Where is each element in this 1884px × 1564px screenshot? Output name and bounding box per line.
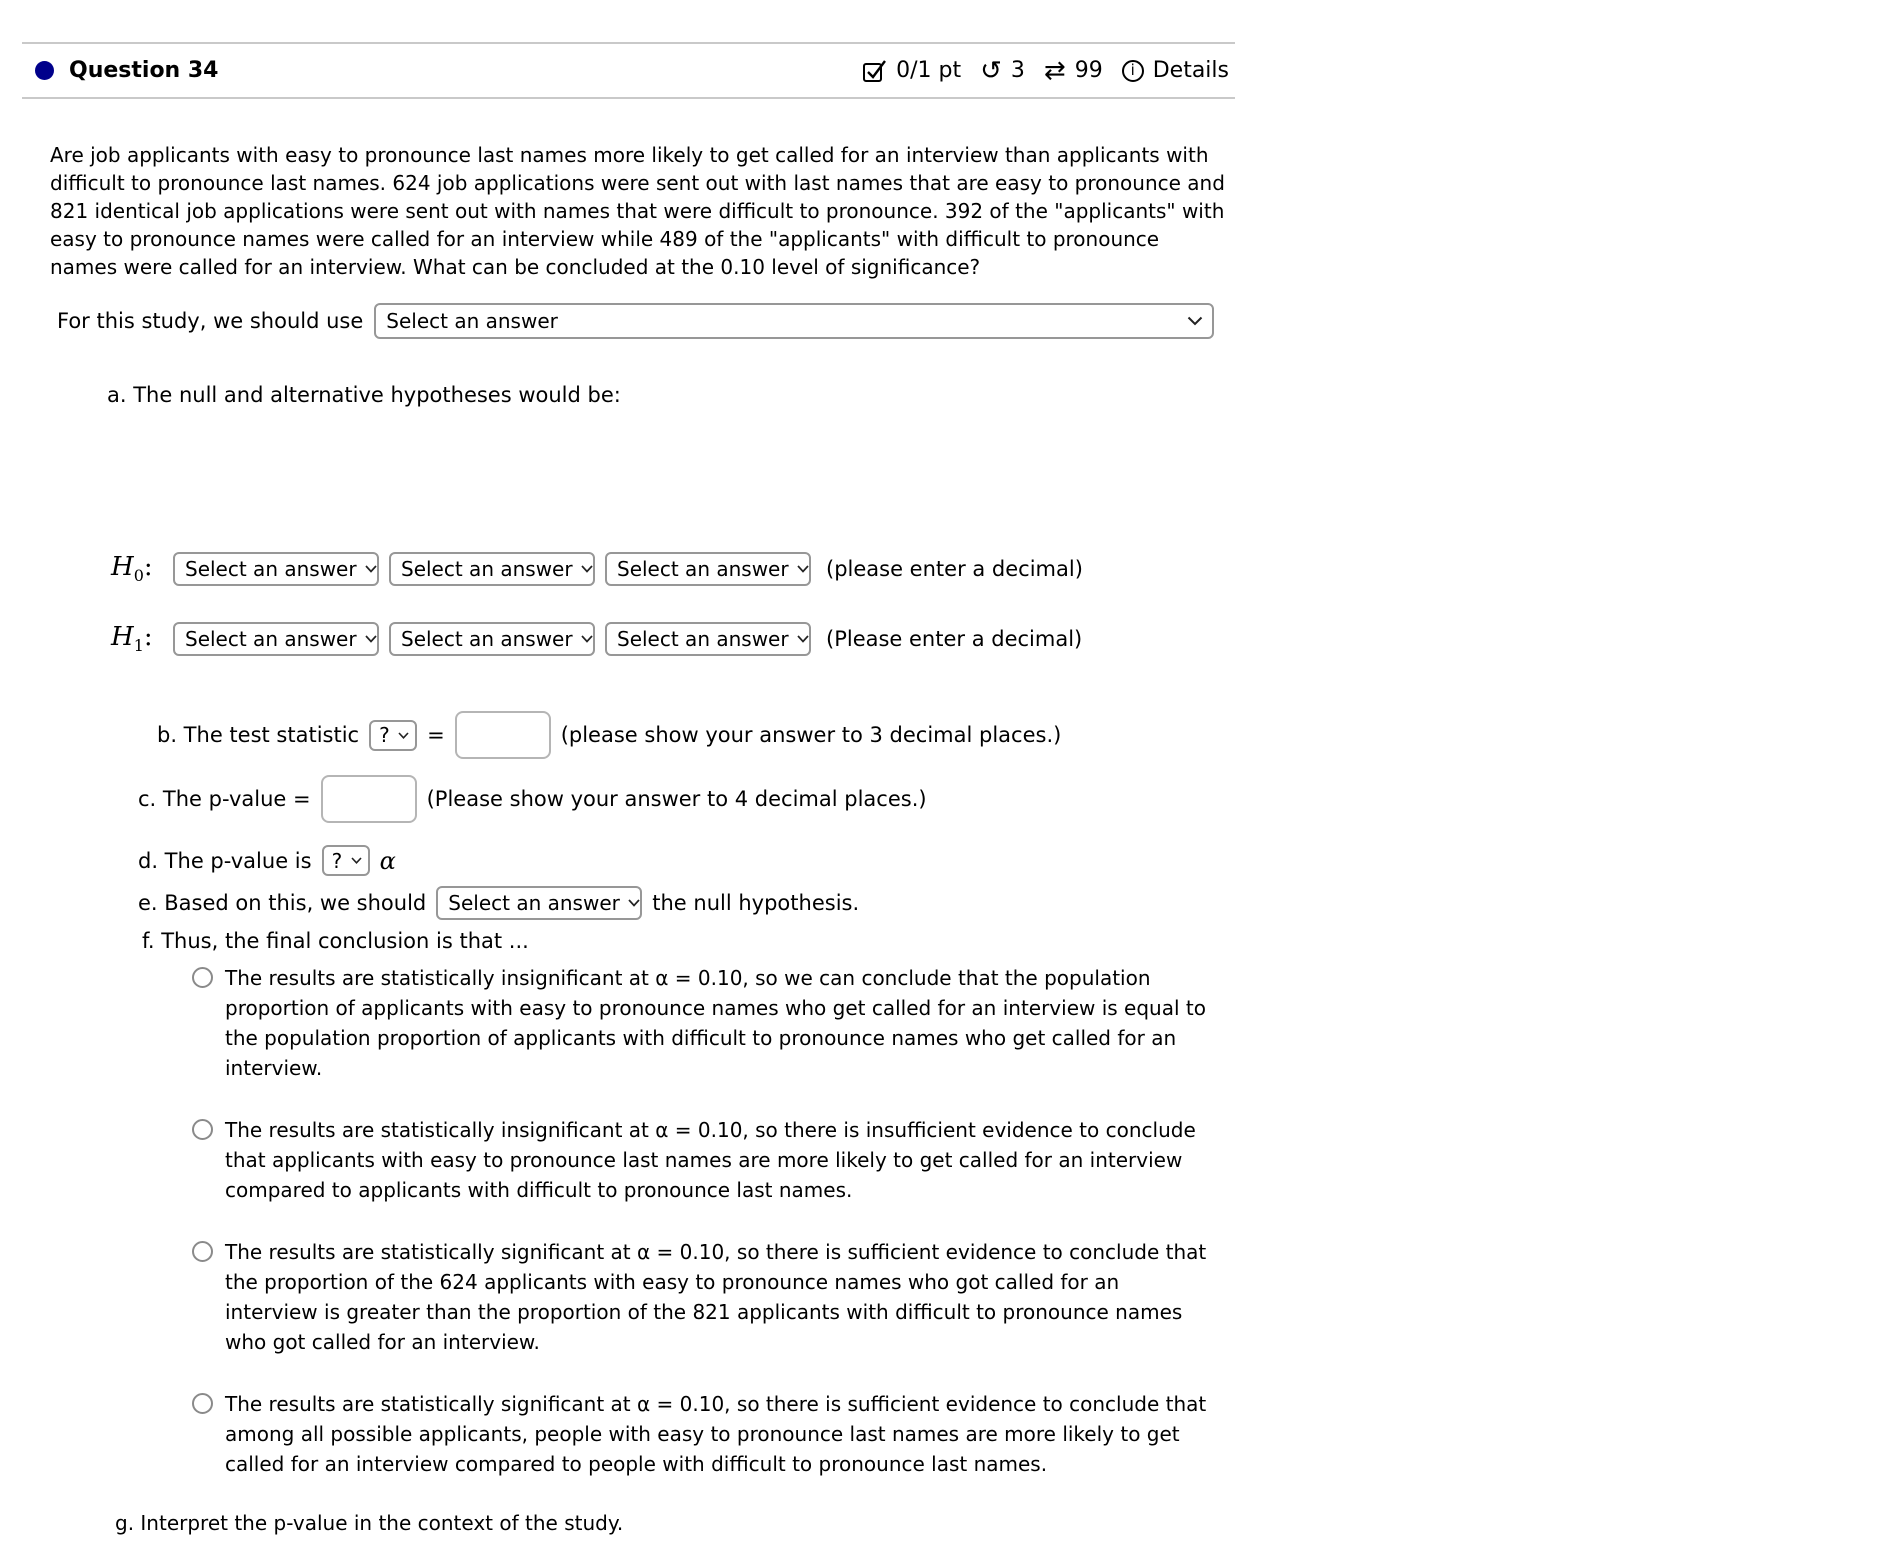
h0-select-2-value: Select an answer xyxy=(401,557,573,581)
regenerate-cycle-icon[interactable]: ⇄ xyxy=(1043,55,1066,86)
question-header xyxy=(22,44,1235,97)
h1-symbol: $H_1$: xyxy=(111,622,153,656)
h0-select-1[interactable] xyxy=(173,552,379,586)
h1-select-2-value: Select an answer xyxy=(401,627,573,651)
conclusion-option-4 xyxy=(192,1389,1884,1479)
chevron-down-icon xyxy=(365,565,377,573)
conclusion-option-3 xyxy=(192,1237,1884,1357)
conclusion-options xyxy=(192,963,1884,1479)
score-text: 0/1 pt xyxy=(896,58,962,83)
chevron-down-icon xyxy=(398,732,409,739)
question-title: Question 34 xyxy=(69,58,219,83)
p-value-compare-select[interactable] xyxy=(322,845,370,876)
option-text: The results are statistically significant at α = 0.10, so there is sufficient evidence to conclude that among all possible applicants, people with easy to pronounce last names are more likely to get called for an interview compared to people with difficult to pronounce last names. xyxy=(225,1392,1207,1476)
part-b-label: b. The test statistic xyxy=(157,723,360,747)
h1-select-3-value: Select an answer xyxy=(617,627,789,651)
part-d-label: d. The p-value is xyxy=(138,848,312,873)
alpha-symbol: α xyxy=(379,846,396,875)
p-value-input[interactable] xyxy=(321,775,417,823)
test-statistic-select-value: ? xyxy=(379,723,390,747)
test-statistic-select[interactable] xyxy=(369,720,417,751)
part-c-label: c. The p-value = xyxy=(138,787,311,811)
h1-row xyxy=(111,622,1884,656)
question-status-dot xyxy=(35,61,54,80)
option-text: The results are statistically significant at α = 0.10, so there is sufficient evidence to conclude that the proportion of the 624 applicants with easy to pronounce names who got called for an interview is greater than the proportion of the 821 applicants with difficult to pronounce names who got called for an interview. xyxy=(225,1240,1207,1354)
h0-symbol: $H_0$: xyxy=(111,552,153,586)
header-divider xyxy=(22,97,1235,99)
chevron-down-icon xyxy=(351,857,362,864)
part-b-row xyxy=(157,711,1884,759)
part-a-label: a. The null and alternative hypotheses would be: xyxy=(107,383,621,407)
study-type-select-value: Select an answer xyxy=(386,309,558,333)
h1-select-3[interactable] xyxy=(605,622,811,656)
part-e-suffix: the null hypothesis. xyxy=(652,891,860,915)
h1-select-2[interactable] xyxy=(389,622,595,656)
h1-select-1-value: Select an answer xyxy=(185,627,357,651)
part-g-label-clipped: g. Interpret the p-value in the context of the study. xyxy=(115,1511,624,1535)
details-link[interactable]: Details xyxy=(1152,58,1229,83)
chevron-down-icon xyxy=(628,899,640,907)
decision-select[interactable] xyxy=(436,886,642,920)
chevron-down-icon xyxy=(797,565,809,573)
part-b-note: (please show your answer to 3 decimal places.) xyxy=(560,723,1062,747)
h0-row xyxy=(111,552,1884,586)
score-checkbox-icon xyxy=(862,58,887,83)
h1-select-1[interactable] xyxy=(173,622,379,656)
option-text: The results are statistically insignificant at α = 0.10, so there is insufficient evidence to conclude that applicants with easy to pronounce last names are more likely to get called for an interview compared to applicants with difficult to pronounce last names. xyxy=(225,1118,1196,1202)
conclusion-option-1 xyxy=(192,963,1884,1083)
part-e-label: e. Based on this, we should xyxy=(138,891,427,915)
radio-button[interactable] xyxy=(192,1393,213,1414)
chevron-down-icon xyxy=(365,635,377,643)
retry-undo-icon[interactable]: ↺ xyxy=(980,55,1002,86)
part-c-note: (Please show your answer to 4 decimal places.) xyxy=(426,787,927,811)
test-statistic-input[interactable] xyxy=(455,711,551,759)
option-text: The results are statistically insignificant at α = 0.10, so we can conclude that the population proportion of applicants with easy to pronounce names who get called for an interview is equal to the population proportion of applicants with difficult to pronounce names who get called for an interview. xyxy=(225,966,1206,1080)
study-type-row xyxy=(57,303,1884,339)
part-e-row xyxy=(138,886,1884,920)
decision-select-value: Select an answer xyxy=(448,891,620,915)
study-type-label: For this study, we should use xyxy=(57,309,364,333)
chevron-down-icon xyxy=(581,635,593,643)
info-icon[interactable]: i xyxy=(1122,60,1144,82)
h0-select-3[interactable] xyxy=(605,552,811,586)
chevron-down-icon xyxy=(581,565,593,573)
radio-button[interactable] xyxy=(192,1241,213,1262)
part-c-row xyxy=(138,775,1884,823)
h0-select-1-value: Select an answer xyxy=(185,557,357,581)
chevron-down-icon xyxy=(1187,316,1203,326)
part-d-row xyxy=(138,845,1884,876)
study-type-select[interactable] xyxy=(374,303,1214,339)
radio-button[interactable] xyxy=(192,967,213,988)
p-value-compare-select-value: ? xyxy=(331,848,343,873)
h1-note: (Please enter a decimal) xyxy=(826,627,1083,651)
h0-select-3-value: Select an answer xyxy=(617,557,789,581)
question-text: Are job applicants with easy to pronounce last names more likely to get called for an interview than applicants with difficult to pronounce last names. 624 job applications were sent out with last names that are easy to pronounce and 821 identical job applications were sent out with names that were difficult to pronounce. 392 of the "applicants" with easy to pronounce names were called for an interview while 489 of the "applicants" with difficult to pronounce names were called for an interview. What can be concluded at the 0.10 level of significance? xyxy=(50,143,1225,279)
chevron-down-icon xyxy=(797,635,809,643)
part-f-label: f. Thus, the final conclusion is that ... xyxy=(142,929,529,953)
attempt-count: 99 xyxy=(1074,58,1103,83)
retry-count: 3 xyxy=(1010,58,1025,83)
question-body xyxy=(50,141,1884,1535)
conclusion-option-2 xyxy=(192,1115,1884,1205)
h0-select-2[interactable] xyxy=(389,552,595,586)
equals-sign: = xyxy=(427,723,445,747)
radio-button[interactable] xyxy=(192,1119,213,1140)
h0-note: (please enter a decimal) xyxy=(826,557,1083,581)
